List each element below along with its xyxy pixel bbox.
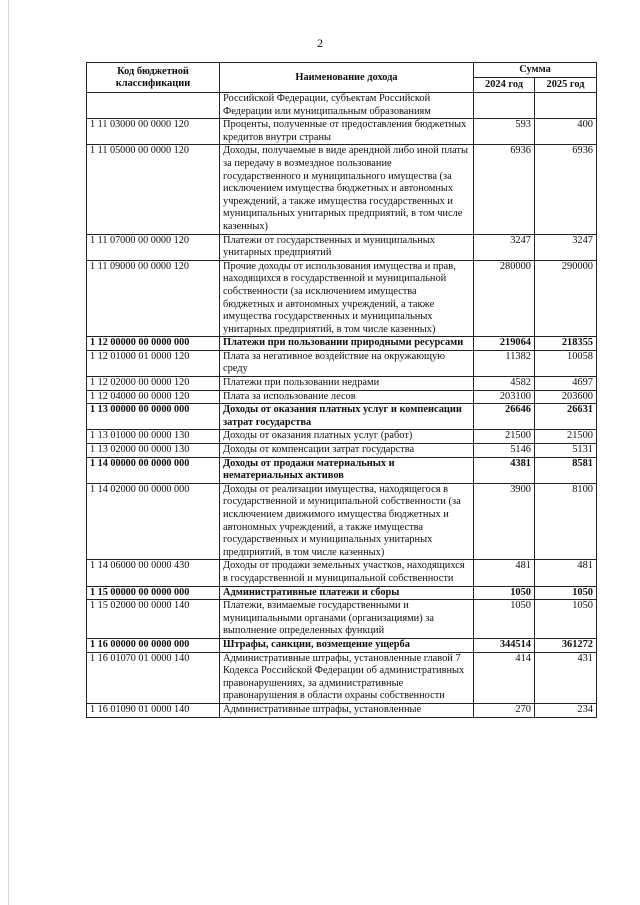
row-value-2025: 4697 [535,377,597,391]
row-name: Российской Федерации, субъектам Российской Федерации или муниципальным образованиям [220,93,474,119]
row-value-2025: 3247 [535,234,597,260]
row-value-2025 [535,93,597,119]
row-value-2025: 218355 [535,337,597,351]
header-year-2025: 2025 год [535,78,597,93]
row-value-2024 [474,93,535,119]
row-value-2024: 6936 [474,145,535,234]
row-name: Доходы от продажи материальных и нематериальных активов [220,457,474,483]
row-value-2024: 219064 [474,337,535,351]
row-value-2024: 414 [474,652,535,703]
row-name: Доходы от продажи земельных участков, находящихся в государственной и муниципальной собственности [220,560,474,586]
row-value-2025: 10058 [535,350,597,376]
table-row [87,483,597,560]
row-value-2024: 3247 [474,234,535,260]
row-name: Доходы, получаемые в виде арендной либо иной платы за передачу в возмездное пользование государственного и муниципального имущества (за исключением имущества бюджетных и автономных учреждений, а также имущества государственных и муниципальных унитарных предприятий, в том числе казенных) [220,145,474,234]
table-row [87,652,597,703]
row-value-2024: 280000 [474,260,535,337]
row-name: Административные штрафы, установленные [220,703,474,717]
row-value-2024: 5146 [474,444,535,458]
row-value-2024: 203100 [474,390,535,404]
table-row [87,404,597,430]
row-value-2024: 1050 [474,586,535,600]
row-value-2025: 431 [535,652,597,703]
row-code: 1 14 06000 00 0000 430 [87,560,220,586]
row-value-2024: 3900 [474,483,535,560]
row-name: Штрафы, санкции, возмещение ущерба [220,638,474,652]
row-value-2024: 1050 [474,600,535,639]
row-code: 1 15 00000 00 0000 000 [87,586,220,600]
row-code: 1 12 00000 00 0000 000 [87,337,220,351]
row-name: Доходы от реализации имущества, находящегося в государственной и муниципальной собственности (за исключением движимого имущества бюджетных и автономных учреждений, а также имущества государственных и муниципальных унитарных предприятий, в том числе казенных) [220,483,474,560]
row-value-2025: 6936 [535,145,597,234]
row-value-2024: 481 [474,560,535,586]
row-name: Плата за негативное воздействие на окружающую среду [220,350,474,376]
table-row [87,119,597,145]
row-code: 1 16 01090 01 0000 140 [87,703,220,717]
row-code: 1 13 02000 00 0000 130 [87,444,220,458]
table-row [87,703,597,717]
table-row [87,390,597,404]
row-value-2024: 270 [474,703,535,717]
row-code: 1 12 02000 00 0000 120 [87,377,220,391]
row-value-2025: 481 [535,560,597,586]
row-name: Платежи при пользовании природными ресурсами [220,337,474,351]
row-value-2025: 21500 [535,430,597,444]
row-code: 1 15 02000 00 0000 140 [87,600,220,639]
row-code: 1 14 00000 00 0000 000 [87,457,220,483]
header-name: Наименование дохода [220,63,474,93]
table-row [87,93,597,119]
table-row [87,560,597,586]
row-name: Платежи, взимаемые государственными и муниципальными органами (организациями) за выполнение определенных функций [220,600,474,639]
row-code: 1 11 03000 00 0000 120 [87,119,220,145]
header-year-2024: 2024 год [474,78,535,93]
row-code: 1 16 01070 01 0000 140 [87,652,220,703]
table-row [87,638,597,652]
table-row [87,260,597,337]
row-name: Платежи от государственных и муниципальных унитарных предприятий [220,234,474,260]
row-name: Проценты, полученные от предоставления бюджетных кредитов внутри страны [220,119,474,145]
row-value-2025: 1050 [535,600,597,639]
table-row [87,377,597,391]
row-name: Доходы от оказания платных услуг и компенсации затрат государства [220,404,474,430]
table-row [87,430,597,444]
row-code [87,93,220,119]
row-code: 1 13 00000 00 0000 000 [87,404,220,430]
row-code: 1 12 04000 00 0000 120 [87,390,220,404]
row-code: 1 11 05000 00 0000 120 [87,145,220,234]
row-code: 1 11 09000 00 0000 120 [87,260,220,337]
row-code: 1 12 01000 01 0000 120 [87,350,220,376]
row-code: 1 16 00000 00 0000 000 [87,638,220,652]
revenue-table [86,62,597,718]
row-value-2024: 26646 [474,404,535,430]
row-code: 1 11 07000 00 0000 120 [87,234,220,260]
table-row [87,145,597,234]
table-row [87,444,597,458]
row-name: Платежи при пользовании недрами [220,377,474,391]
table-row [87,586,597,600]
row-name: Прочие доходы от использования имущества и прав, находящихся в государственной и муниципальной собственности (за исключением имущества бюджетных и автономных учреждений, а также имущества государственных и муниципальных унитарных предприятий, в том числе казенных) [220,260,474,337]
row-code: 1 13 01000 00 0000 130 [87,430,220,444]
row-value-2025: 290000 [535,260,597,337]
row-value-2025: 234 [535,703,597,717]
table-row [87,457,597,483]
row-name: Административные платежи и сборы [220,586,474,600]
row-value-2025: 400 [535,119,597,145]
row-value-2024: 4582 [474,377,535,391]
row-value-2024: 21500 [474,430,535,444]
table-body [87,93,597,718]
row-name: Плата за использование лесов [220,390,474,404]
row-value-2025: 8581 [535,457,597,483]
row-value-2024: 344514 [474,638,535,652]
row-value-2024: 11382 [474,350,535,376]
row-value-2024: 4381 [474,457,535,483]
table-row [87,350,597,376]
scan-edge-line [8,0,9,905]
row-code: 1 14 02000 00 0000 000 [87,483,220,560]
row-value-2025: 5131 [535,444,597,458]
header-sum: Сумма [474,63,597,78]
row-value-2025: 8100 [535,483,597,560]
table-row [87,600,597,639]
row-name: Доходы от компенсации затрат государства [220,444,474,458]
row-value-2025: 1050 [535,586,597,600]
row-value-2025: 361272 [535,638,597,652]
table-row [87,337,597,351]
table-header [87,63,597,93]
row-name: Доходы от оказания платных услуг (работ) [220,430,474,444]
row-value-2025: 203600 [535,390,597,404]
row-value-2025: 26631 [535,404,597,430]
header-code: Код бюджетной классификации [87,63,220,93]
row-value-2024: 593 [474,119,535,145]
row-name: Административные штрафы, установленные главой 7 Кодекса Российской Федерации об административных правонарушениях, за административные правонарушения в области охраны собственности [220,652,474,703]
table-row [87,234,597,260]
page-number: 2 [317,36,323,50]
